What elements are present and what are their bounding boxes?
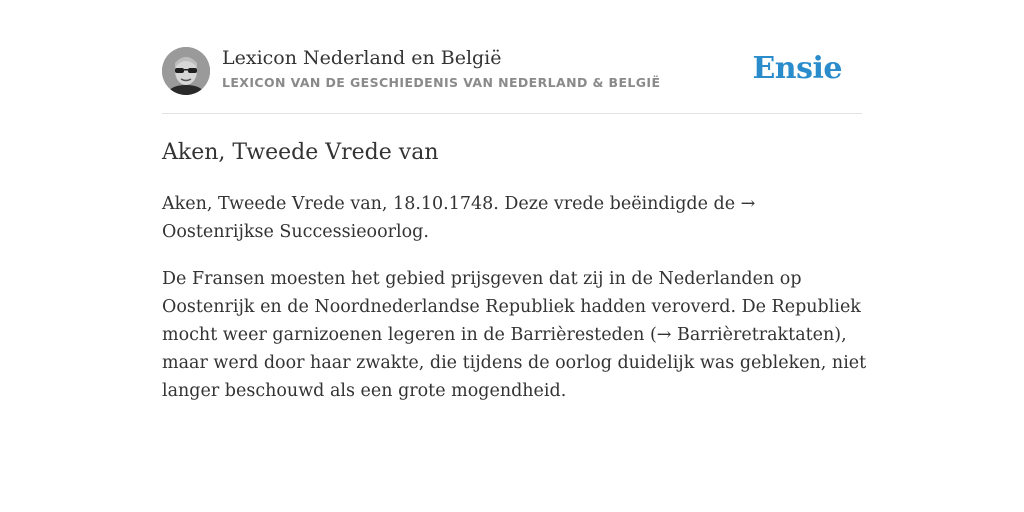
link-oostenrijkse-successieoorlog[interactable]: Oostenrijkse Successieoorlog <box>162 222 424 242</box>
source-subtitle: LEXICON VAN DE GESCHIEDENIS VAN NEDERLAND & BELGIË <box>222 75 661 90</box>
ensie-logo-link[interactable]: Ensie <box>752 51 842 86</box>
content-container <box>162 0 867 401</box>
reference-arrow-icon: → <box>656 325 672 345</box>
article-paragraph-1 <box>162 190 868 246</box>
source-name[interactable]: Lexicon Nederland en België <box>222 47 502 69</box>
header <box>162 0 862 114</box>
avatar-portrait-icon <box>162 47 210 95</box>
paragraph-2-text-start: De Fransen moesten het gebied prijsgeven dat zij in de Nederlanden op Oostenrijk en de Noordnederlandse Republiek hadden veroverd. De Republiek mocht weer garnizoenen legeren in de Barrièresteden ( <box>162 269 861 345</box>
link-barrieretraktaten[interactable]: Barrièretraktaten <box>677 325 835 345</box>
article-title: Aken, Tweede Vrede van <box>162 140 439 165</box>
reference-arrow-icon: → <box>740 194 756 214</box>
paragraph-1-text-start: Aken, Tweede Vrede van, 18.10.1748. Deze vrede beëindigde de <box>162 194 741 214</box>
author-avatar[interactable] <box>162 47 210 95</box>
paragraph-2-text-end: ), maar werd door haar zwakte, die tijdens de oorlog duidelijk was gebleken, niet langer beschouwd als een grote mogendheid. <box>162 325 867 401</box>
article-paragraph-2 <box>162 265 868 405</box>
paragraph-1-text-end: . <box>423 222 429 242</box>
